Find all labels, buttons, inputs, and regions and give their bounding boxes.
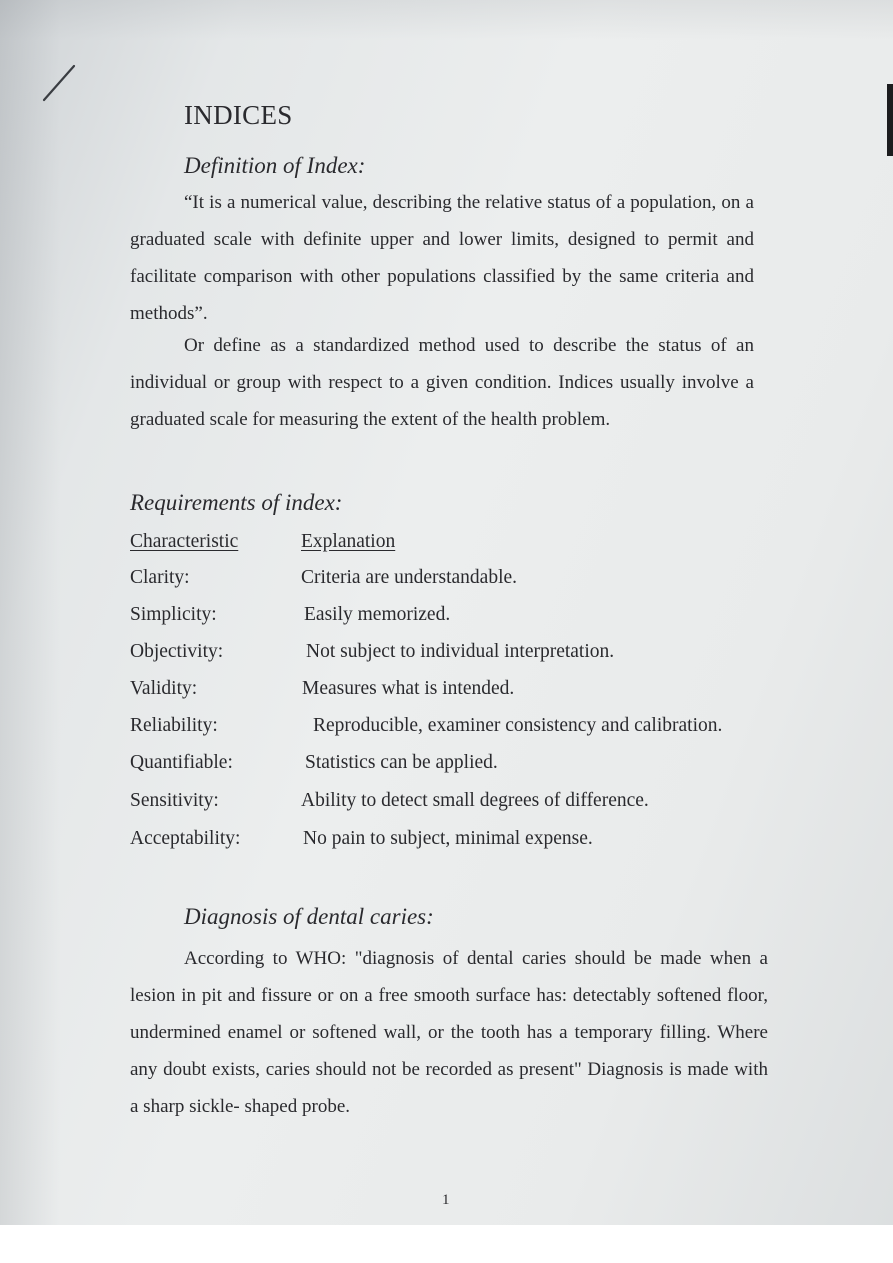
characteristic-cell: Reliability: xyxy=(130,715,218,736)
explanation-cell: Reproducible, examiner consistency and calibration. xyxy=(313,715,723,736)
requirements-heading: Requirements of index: xyxy=(130,490,343,515)
characteristic-cell: Quantifiable: xyxy=(130,752,233,773)
page-number: 1 xyxy=(442,1192,450,1208)
characteristic-cell: Clarity: xyxy=(130,567,190,588)
characteristic-cell: Simplicity: xyxy=(130,604,217,625)
characteristic-cell: Sensitivity: xyxy=(130,790,219,811)
page-shadow-top xyxy=(0,0,893,40)
diagnosis-text: According to WHO: "diagnosis of dental caries should be made when a lesion in pit and fissure or on a free smooth surface has: detectably softened floor, undermined enamel or softened wall, or the tooth has a temporary filling. Where any doubt exists, caries should not be recorded as present" Diagnosis is made with a sharp sickle- shaped probe. xyxy=(130,948,768,1117)
explanation-cell: No pain to subject, minimal expense. xyxy=(303,828,593,849)
explanation-cell: Statistics can be applied. xyxy=(305,752,498,773)
characteristic-cell: Acceptability: xyxy=(130,828,241,849)
explanation-cell: Criteria are understandable. xyxy=(301,567,518,588)
characteristic-cell: Validity: xyxy=(130,678,198,699)
definition-quote: “It is a numerical value, describing the relative status of a population, on a graduated scale with definite upper and lower limits, designed to permit and facilitate comparison with other populations classified by the same criteria and methods”. xyxy=(130,192,754,324)
page-shadow-left xyxy=(0,0,60,1225)
characteristic-cell: Objectivity: xyxy=(130,641,224,662)
definition-alternate: Or define as a standardized method used to describe the status of an individual or group with respect to a given condition. Indices usually involve a graduated scale for measuring the extent of the health problem. xyxy=(130,335,754,430)
explanation-cell: Ability to detect small degrees of difference. xyxy=(301,790,649,811)
binder-edge-mark xyxy=(887,84,893,156)
diagnosis-heading: Diagnosis of dental caries: xyxy=(184,904,434,929)
explanation-cell: Easily memorized. xyxy=(304,604,451,625)
pen-stroke-mark xyxy=(40,62,80,104)
explanation-cell: Measures what is intended. xyxy=(302,678,515,699)
page-title: INDICES xyxy=(184,100,293,130)
column-header-characteristic: Characteristic xyxy=(130,531,239,552)
explanation-cell: Not subject to individual interpretation. xyxy=(306,641,615,662)
definition-heading: Definition of Index: xyxy=(184,153,366,178)
column-header-explanation: Explanation xyxy=(301,531,396,552)
